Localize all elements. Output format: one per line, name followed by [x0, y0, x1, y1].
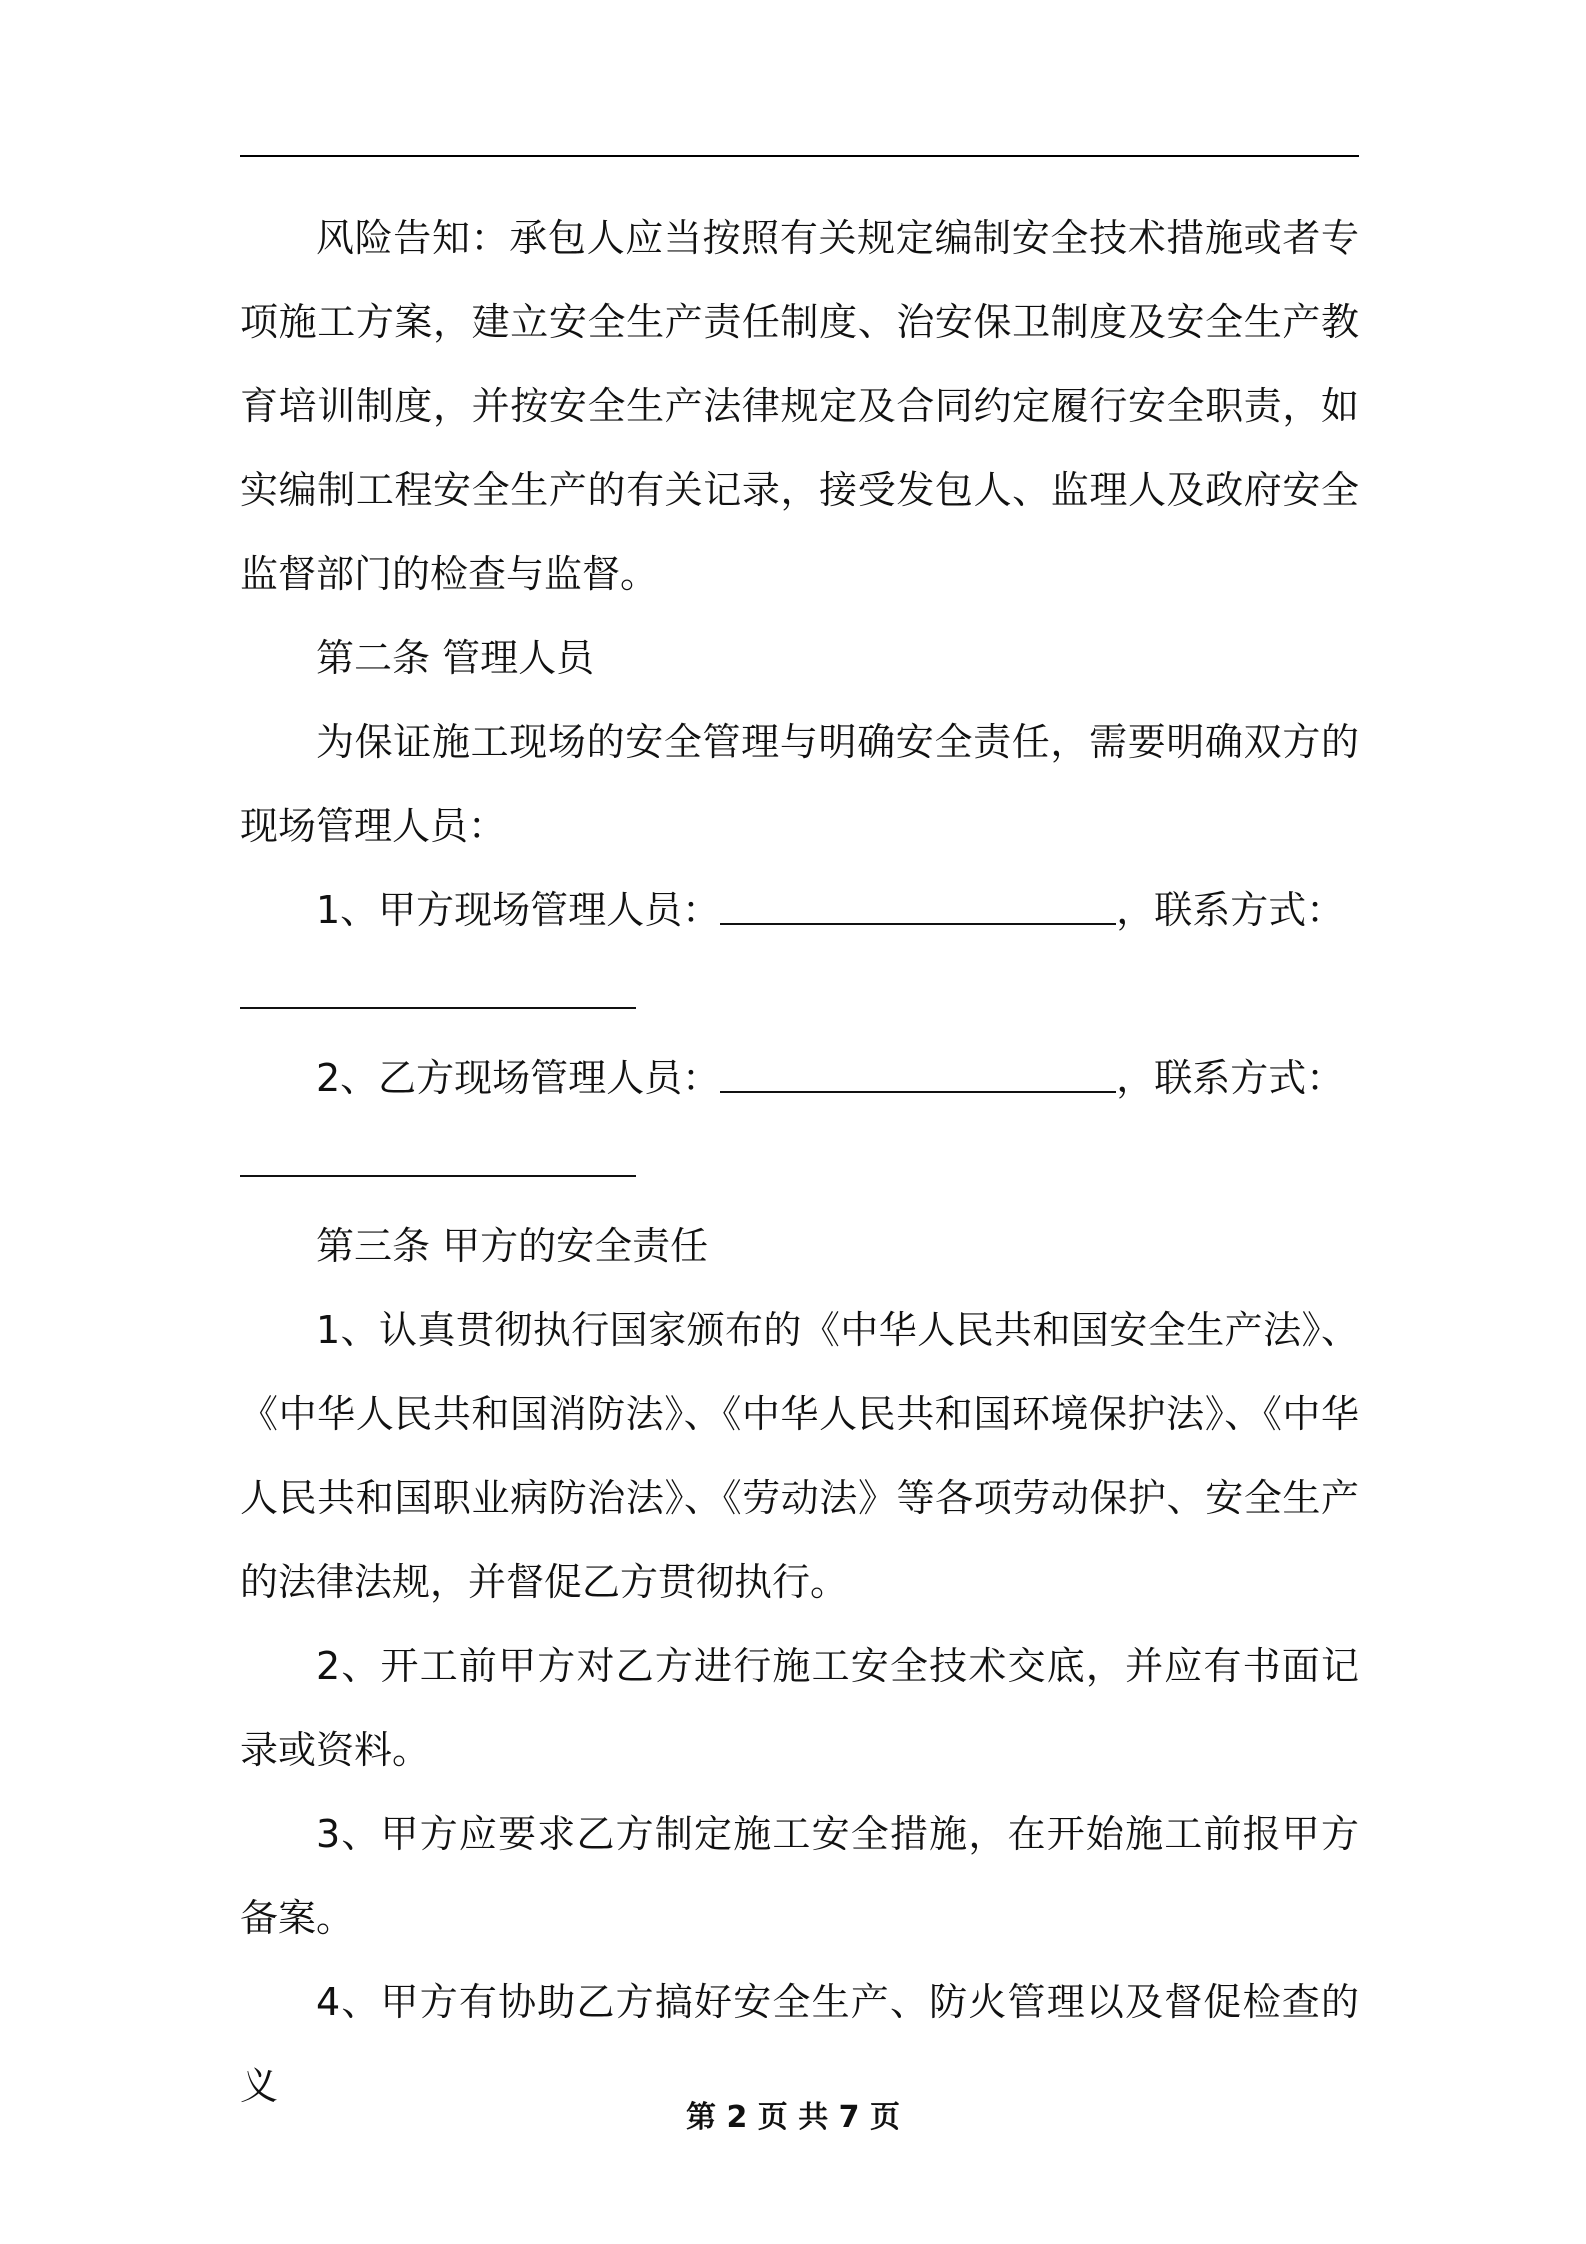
header-rule	[240, 155, 1359, 157]
item-party-a-contact-label: ，联系方式：	[1116, 888, 1345, 932]
item-party-b-contact-label: ，联系方式：	[1116, 1056, 1345, 1100]
paragraph-duty-3: 3、甲方应要求乙方制定施工安全措施，在开始施工前报甲方备案。	[240, 1812, 1359, 1940]
item-party-b-label: 2、乙方现场管理人员：	[316, 1056, 721, 1100]
item-party-b-manager	[240, 1036, 1359, 1120]
heading-article-3: 第三条 甲方的安全责任	[316, 1224, 709, 1268]
item-party-a-manager	[240, 868, 1359, 952]
party-a-contact-line	[240, 952, 1359, 1036]
page-footer	[0, 2092, 1586, 2136]
item-party-a-label: 1、甲方现场管理人员：	[316, 888, 721, 932]
party-b-manager-blank	[720, 1057, 1116, 1093]
page-number: 第 2 页 共 7 页	[686, 2100, 900, 2135]
paragraph-managers-intro: 为保证施工现场的安全管理与明确安全责任，需要明确双方的现场管理人员：	[240, 720, 1359, 848]
paragraph-duty-4: 4、甲方有协助乙方搞好安全生产、防火管理以及督促检查的义	[240, 1980, 1359, 2108]
paragraph-duty-1: 1、认真贯彻执行国家颁布的《中华人民共和国安全生产法》、《中华人民共和国消防法》、《中华人民共和国环境保护法》、《中华人民共和国职业病防治法》、《劳动法》等各项劳动保护、安全生产的法律法规，并督促乙方贯彻执行。	[240, 1308, 1359, 1604]
party-b-contact-line	[240, 1120, 1359, 1204]
document-body	[240, 196, 1359, 2128]
party-b-contact-blank	[240, 1141, 636, 1177]
paragraph-risk-notice: 风险告知：承包人应当按照有关规定编制安全技术措施或者专项施工方案，建立安全生产责任制度、治安保卫制度及安全生产教育培训制度，并按安全生产法律规定及合同约定履行安全职责，如实编制工程安全生产的有关记录，接受发包人、监理人及政府安全监督部门的检查与监督。	[240, 216, 1359, 596]
paragraph-duty-2: 2、开工前甲方对乙方进行施工安全技术交底，并应有书面记录或资料。	[240, 1644, 1359, 1772]
party-a-contact-blank	[240, 973, 636, 1009]
party-a-manager-blank	[720, 889, 1116, 925]
heading-article-2: 第二条 管理人员	[316, 636, 595, 680]
